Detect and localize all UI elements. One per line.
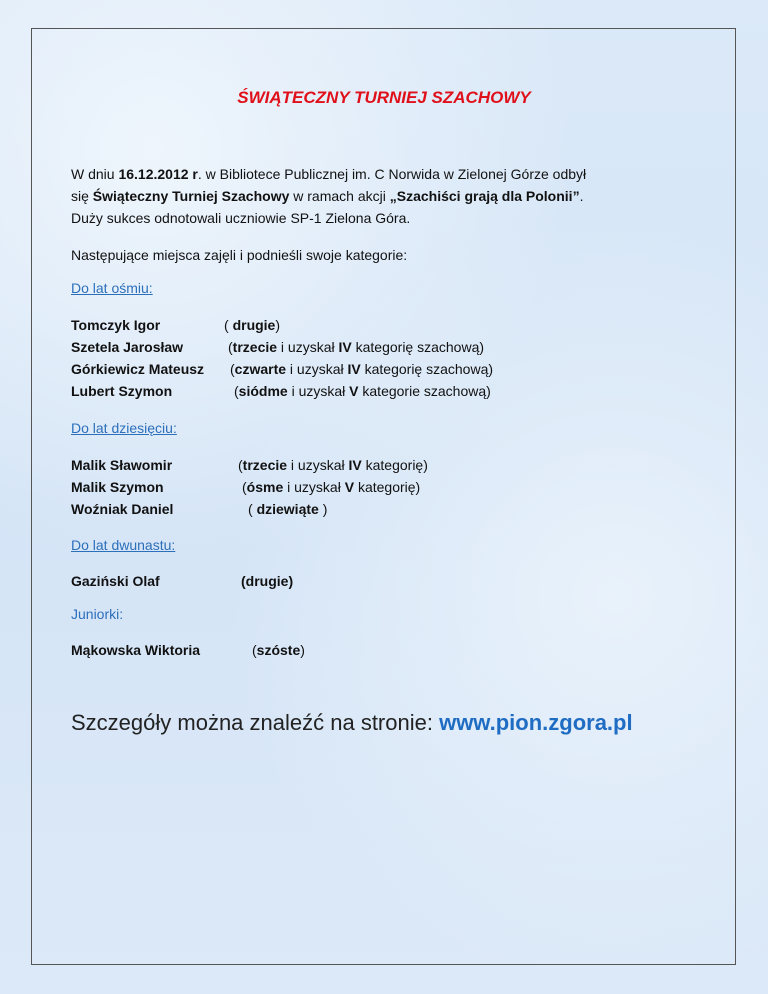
event-date: 16.12.2012 r [118, 166, 198, 182]
results-lead: Następujące miejsca zajęli i podnieśli swoje kategorie: [71, 247, 408, 263]
player-name: Szetela Jarosław [71, 339, 184, 355]
player-name: Malik Sławomir [71, 457, 173, 473]
intro-text: . [579, 188, 584, 204]
player-result: (siódme i uzyskał V kategorie szachową) [234, 383, 491, 399]
action-name: „Szachiści grają dla Polonii” [389, 188, 580, 204]
intro-line-3: Duży sukces odnotowali uczniowie SP-1 Zielona Góra. [71, 210, 411, 226]
intro-text: w ramach akcji [289, 188, 390, 204]
player-result: (drugie) [241, 573, 294, 589]
footer-line [71, 710, 633, 736]
intro-text: . w Bibliotece Publicznej im. C Norwida w Zielonej Górze odbył [197, 166, 587, 182]
category-heading: Juniorki: [71, 606, 124, 622]
category-heading: Do lat dwunastu: [71, 537, 176, 553]
player-result: (szóste) [252, 642, 305, 658]
event-name: Świąteczny Turniej Szachowy [92, 188, 290, 204]
category-heading: Do lat ośmiu: [71, 280, 153, 296]
player-name: Gaziński Olaf [71, 573, 160, 589]
player-name: Mąkowska Wiktoria [71, 642, 201, 658]
player-name: Tomczyk Igor [71, 317, 161, 333]
intro-line-1 [71, 163, 586, 185]
footer-text: Szczegóły można znaleźć na stronie: [71, 710, 440, 735]
player-name: Woźniak Daniel [71, 501, 174, 517]
player-name: Malik Szymon [71, 479, 164, 495]
player-result: (trzecie i uzyskał IV kategorię) [238, 457, 428, 473]
page-title: ŚWIĄTECZNY TURNIEJ SZACHOWY [237, 88, 531, 107]
intro-line-2 [71, 185, 586, 207]
category-heading: Do lat dziesięciu: [71, 420, 177, 436]
player-name: Górkiewicz Mateusz [71, 361, 205, 377]
player-result: ( drugie) [224, 317, 281, 333]
intro-paragraph [71, 163, 586, 229]
intro-text: się [71, 188, 93, 204]
intro-text: W dniu [71, 166, 119, 182]
website-link[interactable]: www.pion.zgora.pl [439, 710, 633, 735]
player-result: ( dziewiąte ) [248, 501, 328, 517]
player-name: Lubert Szymon [71, 383, 173, 399]
player-result: (czwarte i uzyskał IV kategorię szachową) [230, 361, 494, 377]
player-result: (ósme i uzyskał V kategorię) [242, 479, 421, 495]
player-result: (trzecie i uzyskał IV kategorię szachową) [228, 339, 485, 355]
